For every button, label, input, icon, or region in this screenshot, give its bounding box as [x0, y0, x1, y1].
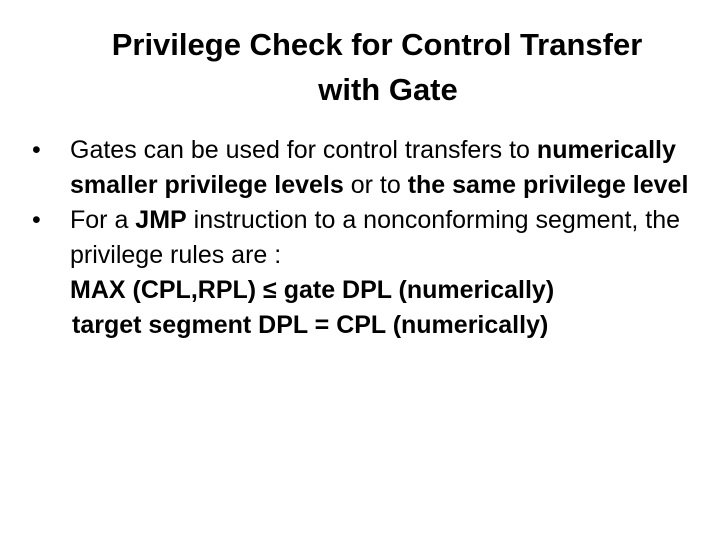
title-line-2: with Gate — [318, 72, 458, 107]
bullet-text — [70, 136, 688, 199]
privilege-rule-target: target segment DPL = CPL (numerically) — [72, 311, 549, 339]
bullet-text-emphasis: JMP — [135, 206, 187, 234]
slide-title — [40, 22, 680, 112]
bullet-text — [70, 206, 680, 269]
privilege-rule-max: MAX (CPL,RPL) ≤ gate DPL (numerically) — [70, 276, 555, 304]
bullet-text-part: instruction to a nonconforming segment, the privilege rules are : — [70, 206, 681, 269]
bullet-text-part: or to — [343, 171, 408, 199]
bullet-item-1 — [22, 133, 702, 203]
bullet-text-emphasis: the same privilege level — [407, 171, 689, 199]
bullet-text-part: Gates can be used for control transfers to — [70, 136, 537, 164]
bullet-text-part: For a — [70, 206, 136, 234]
bullet-marker: • — [32, 136, 41, 164]
bullet-item-2 — [22, 203, 702, 273]
bullet-marker: • — [32, 206, 41, 234]
title-line-1: Privilege Check for Control Transfer — [111, 27, 643, 62]
bullet-text-emphasis: numerically smaller privilege levels — [70, 136, 676, 199]
slide-body — [22, 133, 702, 343]
